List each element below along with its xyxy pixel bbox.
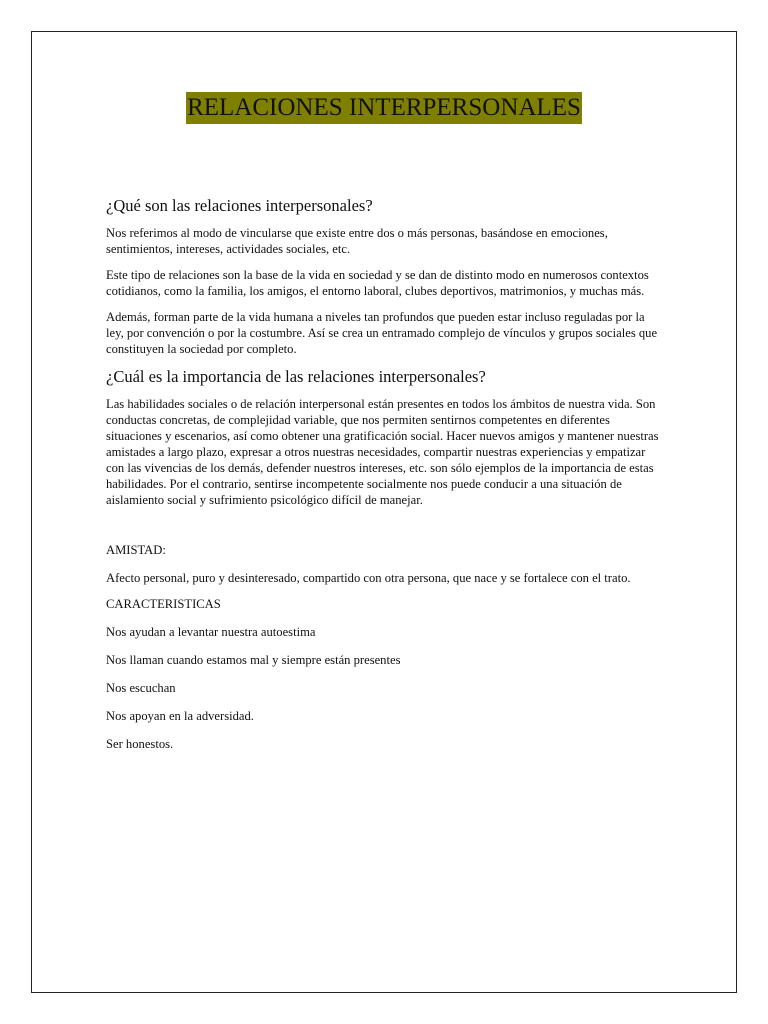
characteristics-label: CARACTERISTICAS [106,597,221,611]
paragraph: Las habilidades sociales o de relación interpersonal están presentes en todos los ámbitos de nuestra vida. Son conductas concretas, de complejidad variable, que nos permiten sentirnos competentes en diferentes situaciones y escenarios, así como obtener una gratificación social. Hacer nuevos amigos y mantener nuestras amistades a largo plazo, expresar a otros nuestras necesidades, compartir nuestras experiencias y empatizar con las vivencias de los demás, defender nuestros intereses, etc. son sólo ejemplos de la importancia de estas habilidades. Por el contrario, sentirse incompetente socialmente nos puede conducir a una situación de aislamiento social y sufrimiento psicológico difícil de manejar. [106,397,659,507]
title-container [0,92,768,124]
document-body [106,196,662,764]
amistad-label: AMISTAD: [106,543,166,557]
paragraph: Este tipo de relaciones son la base de la vida en sociedad y se dan de distinto modo en numerosos contextos cotidianos, como la familia, los amigos, el entorno laboral, clubes deportivos, matrimonios, y muchas más. [106,268,649,298]
paragraph: Además, forman parte de la vida humana a niveles tan profundos que pueden estar incluso reguladas por la ley, por convención o por la costumbre. Así se crea un entramado complejo de vínculos y grupos sociales que constituyen la sociedad por completo. [106,310,658,356]
document-title: RELACIONES INTERPERSONALES [186,92,582,124]
characteristic-item: Nos ayudan a levantar nuestra autoestima [106,625,316,639]
section-heading-2: ¿Cuál es la importancia de las relaciones interpersonales? [106,367,486,386]
characteristic-item: Nos escuchan [106,681,176,695]
amistad-definition: Afecto personal, puro y desinteresado, compartido con otra persona, que nace y se fortalece con el trato. [106,571,631,585]
characteristic-item: Ser honestos. [106,737,174,751]
section-heading-1: ¿Qué son las relaciones interpersonales? [106,196,373,215]
spacer [106,518,662,542]
paragraph: Nos referimos al modo de vincularse que existe entre dos o más personas, basándose en emociones, sentimientos, intereses, actividades sociales, etc. [106,226,608,256]
characteristic-item: Nos apoyan en la adversidad. [106,709,254,723]
characteristic-item: Nos llaman cuando estamos mal y siempre están presentes [106,653,401,667]
